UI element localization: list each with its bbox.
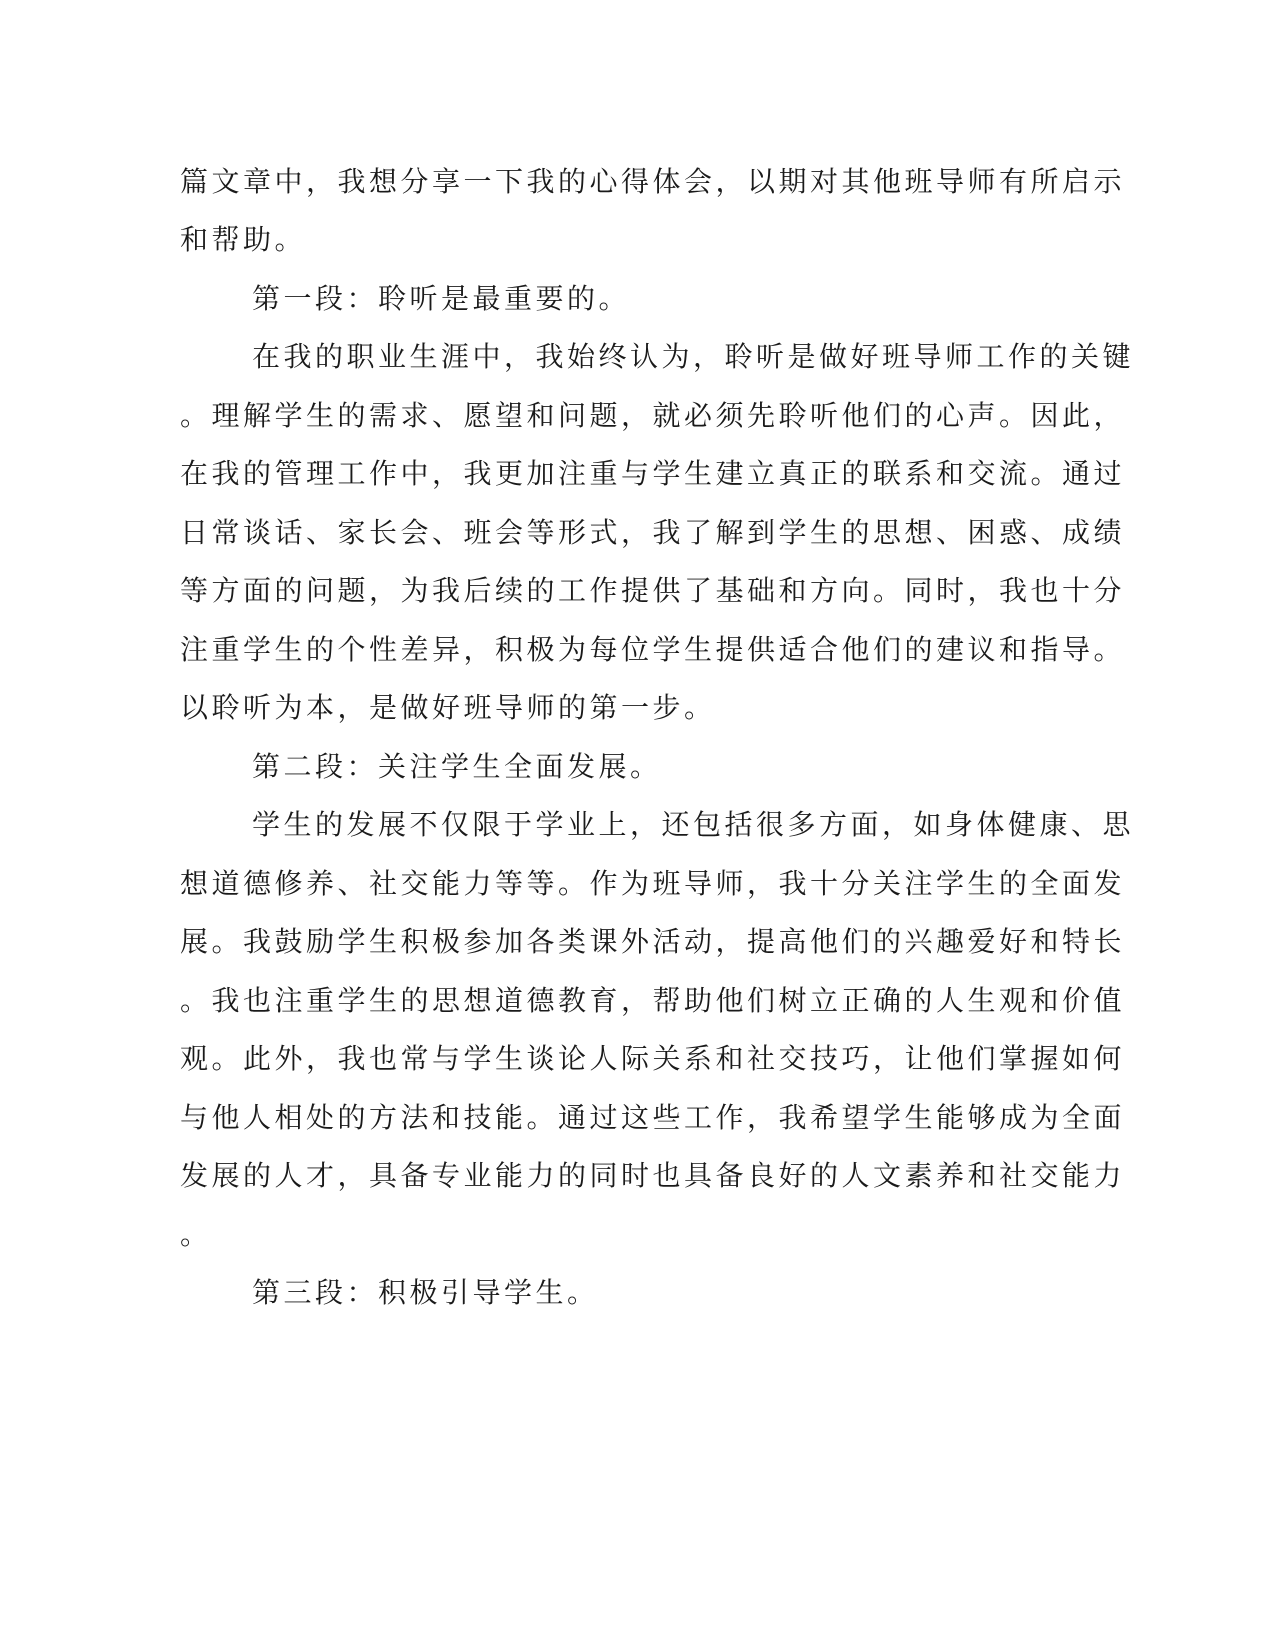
text-line: 。我也注重学生的思想道德教育，帮助他们树立正确的人生观和价值 [180,984,1126,1017]
text-line: 学生的发展不仅限于学业上，还包括很多方面，如身体健康、思 [252,808,1135,841]
text-line: 注重学生的个性差异，积极为每位学生提供适合他们的建议和指导。 [180,633,1126,666]
text-line: 观。此外，我也常与学生谈论人际关系和社交技巧，让他们掌握如何 [180,1042,1126,1075]
text-line: 。理解学生的需求、愿望和问题，就必须先聆听他们的心声。因此， [180,399,1126,432]
section-heading: 第三段：积极引导学生。 [252,1276,599,1309]
text-line: 以聆听为本，是做好班导师的第一步。 [180,691,716,724]
text-line: 和帮助。 [180,223,307,256]
text-line: 发展的人才，具备专业能力的同时也具备良好的人文素养和社交能力 [180,1159,1126,1192]
text-line: 日常谈话、家长会、班会等形式，我了解到学生的思想、困惑、成绩 [180,516,1126,549]
section-heading: 第一段：聆听是最重要的。 [252,282,631,315]
text-line: 。 [180,1218,212,1251]
text-line: 等方面的问题，为我后续的工作提供了基础和方向。同时，我也十分 [180,574,1126,607]
section-heading: 第二段：关注学生全面发展。 [252,750,662,783]
text-line: 在我的职业生涯中，我始终认为，聆听是做好班导师工作的关键 [252,340,1135,373]
text-line: 篇文章中，我想分享一下我的心得体会，以期对其他班导师有所启示 [180,165,1126,198]
text-line: 想道德修养、社交能力等等。作为班导师，我十分关注学生的全面发 [180,867,1126,900]
text-line: 展。我鼓励学生积极参加各类课外活动，提高他们的兴趣爱好和特长 [180,925,1126,958]
text-line: 与他人相处的方法和技能。通过这些工作，我希望学生能够成为全面 [180,1101,1126,1134]
text-line: 在我的管理工作中，我更加注重与学生建立真正的联系和交流。通过 [180,457,1126,490]
